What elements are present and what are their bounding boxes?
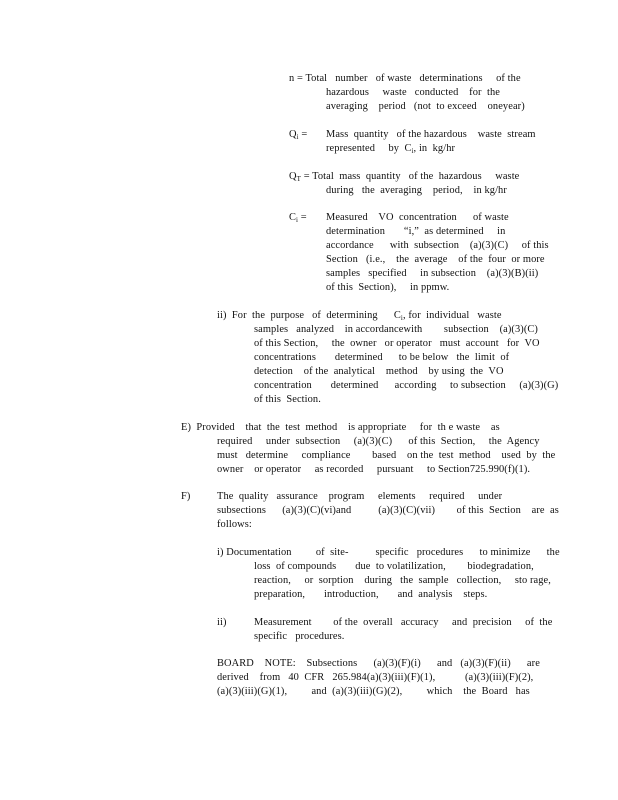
def-ci-subscript: i [296,216,299,224]
def-qi-line2-unit: , in kg/hr [413,143,456,154]
para-f-line3: follows: [217,519,252,530]
item-ii-line1: Measurement of the overall accuracy and precision of the [254,617,553,628]
def-qi-equals: = [298,129,308,140]
para-ii-line1 [217,309,502,323]
def-ci-equals: = [298,212,307,223]
def-ci-line4: Section (i.e., the average of the four or more [326,254,545,265]
def-ci-line3: accordance with subsection (a)(3)(C) of this [326,240,549,251]
para-ii-line1-subscript: i [400,314,403,322]
para-ii-line1-rest: , for individual waste [402,310,502,321]
item-i-line4: preparation, introduction, and analysis steps. [254,589,488,600]
def-qi-symbol: Q [289,129,297,140]
def-n-line2: hazardous waste conducted for the [326,87,500,98]
def-ci-line6: of this Section), in ppmw. [326,282,450,293]
board-note-line3: (a)(3)(iii)(G)(1), and (a)(3)(iii)(G)(2), which the Board has [217,686,530,697]
item-i-line1: i) Documentation of site- specific procedures to minimize the [217,547,560,558]
para-e-line3: must determine compliance based on the test method used by the [217,450,556,461]
para-e-line2: required under subsection (a)(3)(C) of this Section, the Agency [217,436,540,447]
item-ii-label: ii) [217,617,227,628]
def-qi-line2-subscript: i [411,147,414,155]
def-n-line3: averaging period (not to exceed oneyear) [326,101,525,112]
def-qt-symbol: Q [289,171,297,182]
para-ii-line1-text: ii) For the purpose of determining C [217,310,401,321]
para-ii-line2: samples analyzed in accordancewith subsection (a)(3)(C) [254,324,538,335]
def-qi-line2-text: represented by C [326,143,412,154]
def-ci-symbol: C [289,212,297,223]
def-qi-term [289,128,307,142]
para-ii-line4: concentrations determined to be below the limit of [254,352,510,363]
para-f-label: F) [181,491,191,502]
def-qt-line1-text: = Total mass quantity of the hazardous waste [301,171,520,182]
def-qt-subscript: T [296,175,301,183]
para-ii-line5: detection of the analytical method by using the VO [254,366,504,377]
para-e-line1: E) Provided that the test method is appropriate for th e waste as [181,422,500,433]
def-ci-term [289,211,307,225]
board-note-line2: derived from 40 CFR 265.984(a)(3)(iii)(F)(1), (a)(3)(iii)(F)(2), [217,672,534,683]
item-ii-line2: specific procedures. [254,631,345,642]
para-e-line4: owner or operator as recorded pursuant to Section725.990(f)(1). [217,464,531,475]
def-ci-line1: Measured VO concentration of waste [326,212,509,223]
para-ii-line3: of this Section, the owner or operator must account for VO [254,338,540,349]
def-qt-line1 [289,170,519,184]
def-n-line1: n = Total number of waste determinations of the [289,73,521,84]
para-f-line2: subsections (a)(3)(C)(vi)and (a)(3)(C)(vii) of this Section are as [217,505,559,516]
def-ci-line2: determination “i,” as determined in [326,226,506,237]
def-qi-line2 [326,142,455,156]
item-i-line2: loss of compounds due to volatilization, biodegradation, [254,561,534,572]
item-i-line3: reaction, or sorption during the sample collection, sto rage, [254,575,551,586]
def-qi-subscript: i [296,133,299,141]
para-ii-line7: of this Section. [254,394,321,405]
para-ii-line6: concentration determined according to subsection (a)(3)(G) [254,380,559,391]
def-qt-line2: during the averaging period, in kg/hr [326,185,507,196]
para-f-line1: The quality assurance program elements required under [217,491,503,502]
def-ci-line5: samples specified in subsection (a)(3)(B)(ii) [326,268,539,279]
def-qi-line1: Mass quantity of the hazardous waste stream [326,129,536,140]
board-note-line1: BOARD NOTE: Subsections (a)(3)(F)(i) and (a)(3)(F)(ii) are [217,658,540,669]
